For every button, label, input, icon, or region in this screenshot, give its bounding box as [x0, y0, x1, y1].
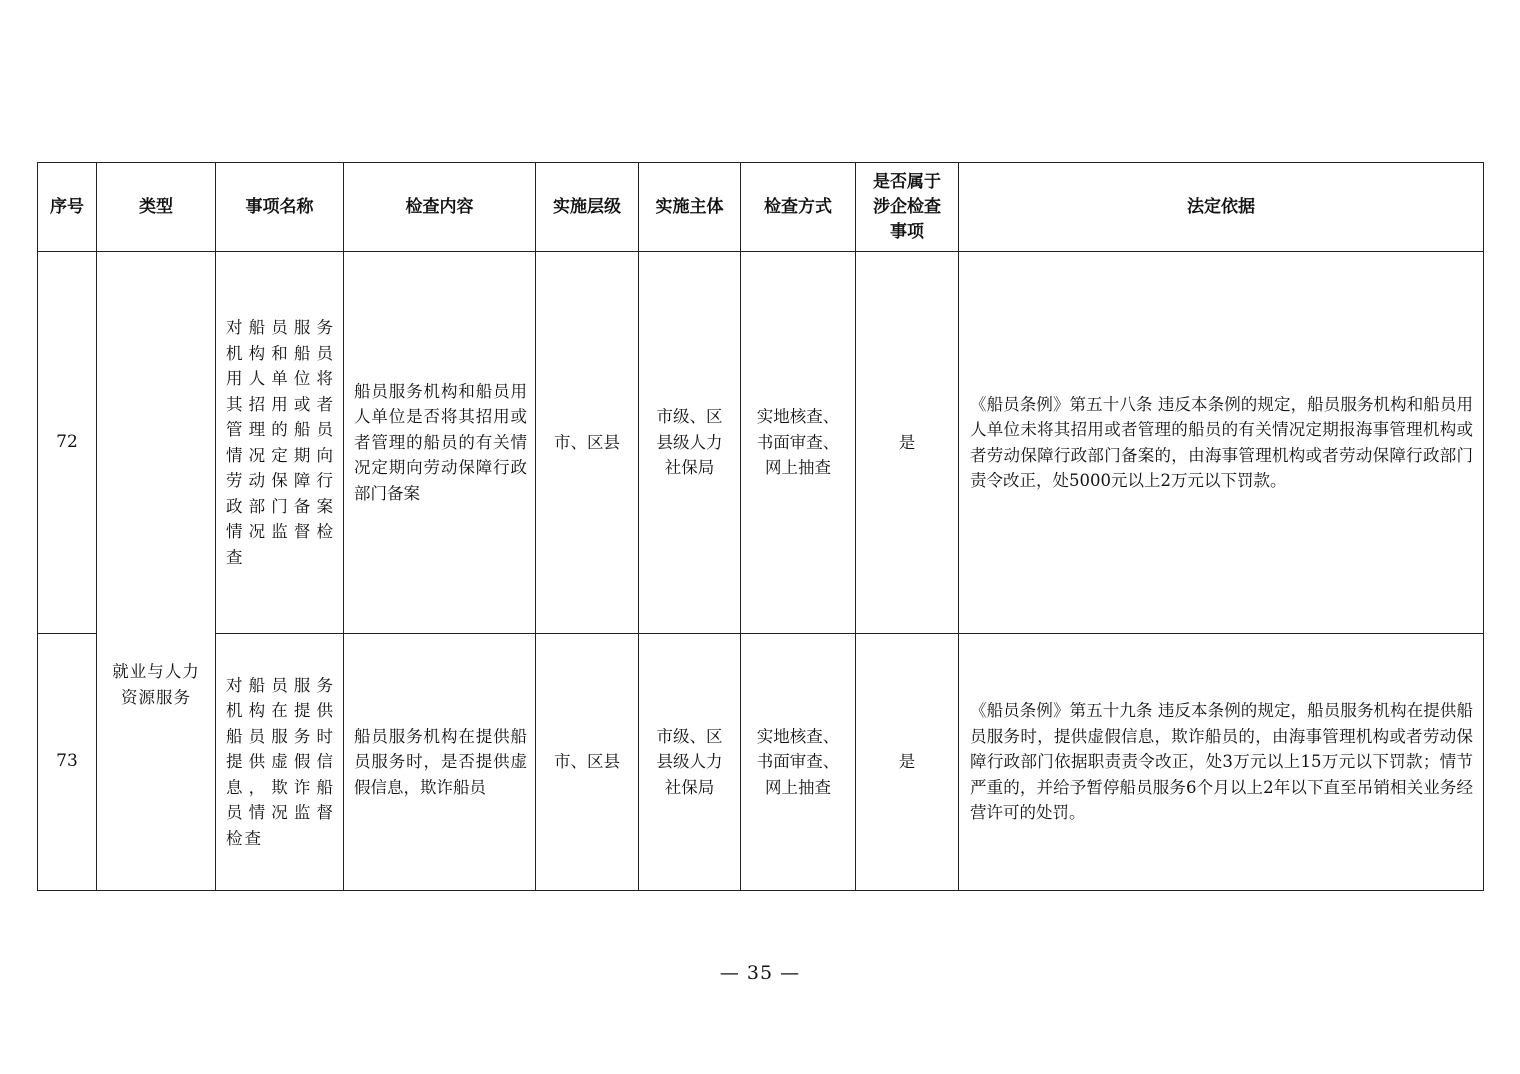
- row-method: 实地核查、书面审查、网上抽查: [741, 252, 856, 634]
- header-type: 类型: [97, 163, 216, 252]
- row-type-text: 就业与人力资源服务: [112, 662, 200, 707]
- header-level: 实施层级: [536, 163, 639, 252]
- header-subject: 实施主体: [639, 163, 741, 252]
- header-content: 检查内容: [344, 163, 536, 252]
- row-item-name: 对船员服务机构在提供船员服务时提供虚假信息，欺诈船员情况监督检查: [216, 634, 344, 891]
- table-row: [38, 252, 1484, 634]
- table-row: [38, 634, 1484, 891]
- row-basis: 《船员条例》第五十八条 违反本条例的规定，船员服务机构和船员用人单位未将其招用或者管理的船员的有关情况定期报海事管理机构或者劳动保障行政部门备案的，由海事管理机构或者劳动保障行政部门责令改正，处5000元以上2万元以下罚款。: [959, 252, 1484, 634]
- row-level: 市、区县: [536, 252, 639, 634]
- header-seq: 序号: [38, 163, 97, 252]
- row-subject: 市级、区县级人力社保局: [639, 252, 741, 634]
- row-seq: 72: [38, 252, 97, 634]
- row-content: 船员服务机构在提供船员服务时，是否提供虚假信息，欺诈船员: [344, 634, 536, 891]
- row-enterprise: 是: [856, 252, 959, 634]
- header-item-name: 事项名称: [216, 163, 344, 252]
- row-level: 市、区县: [536, 634, 639, 891]
- header-method: 检查方式: [741, 163, 856, 252]
- row-item-name: 对船员服务机构和船员用人单位将其招用或者管理的船员情况定期向劳动保障行政部门备案情况监督检查: [216, 252, 344, 634]
- table-header-row: [38, 163, 1484, 252]
- row-subject: 市级、区县级人力社保局: [639, 634, 741, 891]
- header-basis: 法定依据: [959, 163, 1484, 252]
- inspection-items-table: [37, 162, 1484, 891]
- page-number: — 35 —: [719, 962, 801, 984]
- header-enterprise: 是否属于涉企检查事项: [856, 163, 959, 252]
- row-enterprise: 是: [856, 634, 959, 891]
- row-basis: 《船员条例》第五十九条 违反本条例的规定，船员服务机构在提供船员服务时，提供虚假信息，欺诈船员的，由海事管理机构或者劳动保障行政部门依据职责责令改正，处3万元以上15万元以下罚款；情节严重的，并给予暂停船员服务6个月以上2年以下直至吊销相关业务经营许可的处罚。: [959, 634, 1484, 891]
- row-content: 船员服务机构和船员用人单位是否将其招用或者管理的船员的有关情况定期向劳动保障行政部门备案: [344, 252, 536, 634]
- row-method: 实地核查、书面审查、网上抽查: [741, 634, 856, 891]
- row-seq: 73: [38, 634, 97, 891]
- row-type: [97, 252, 216, 891]
